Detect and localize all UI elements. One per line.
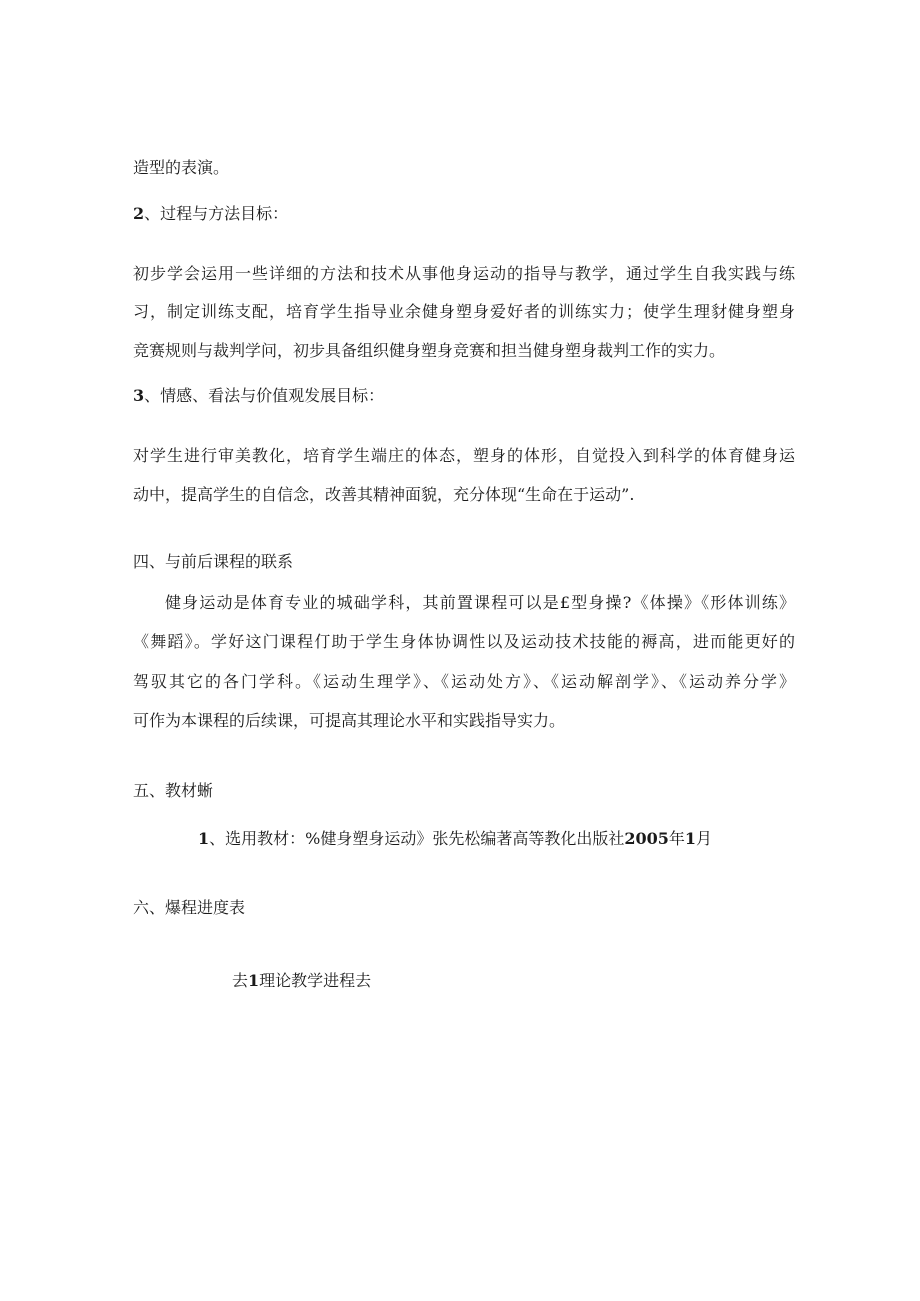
process-goal-title: 、过程与方法目标： xyxy=(144,204,289,223)
section4-line-4: 可作为本课程的后续课，可提高其理论水平和实践指导实力。 xyxy=(133,711,566,730)
section4-line-1: 健身运动是体育专业的城础学科，其前置课程可以是£型身操?《体操》《形体训练》 xyxy=(165,593,795,612)
intro-tail: 造型的表演。 xyxy=(133,158,230,177)
process-goal-heading xyxy=(133,204,288,224)
section6-heading: 六、爆程进度表 xyxy=(133,898,246,917)
process-goal-line-2: 习，制定训练支配，培育学生指导业余健身塑身爱好者的训练实力；使学生理豺健身塑身 xyxy=(133,302,795,321)
section5-heading: 五、教材蜥 xyxy=(133,781,214,800)
table-caption xyxy=(232,971,371,991)
emotion-goal-heading xyxy=(133,386,384,406)
textbook-item xyxy=(198,829,712,849)
process-goal-line-3: 竞赛规则与裁判学问，初步具备组织健身塑身竞赛和担当健身塑身裁判工作的实力。 xyxy=(133,341,726,360)
textbook-month: 1 xyxy=(684,829,697,848)
section4-heading: 四、与前后课程的联系 xyxy=(133,552,294,571)
table-caption-text: 理论教学进程去 xyxy=(259,971,372,990)
table-caption-number: 1 xyxy=(248,971,260,990)
textbook-item-text: 、选用教材：%健身塑身运动》张先松编著高等教化出版社 xyxy=(209,829,625,848)
process-goal-number: 2 xyxy=(133,204,145,223)
emotion-goal-line-2: 动中，提高学生的自信念，改善其精神面貌，充分体现“生命在于运动”. xyxy=(133,485,635,504)
emotion-goal-number: 3 xyxy=(133,386,145,405)
emotion-goal-title: 、情感、看法与价值观发展目标： xyxy=(144,386,385,405)
textbook-year-unit: 年 xyxy=(668,829,685,848)
process-goal-line-1: 初步学会运用一些详细的方法和技术从事他身运动的指导与教学，通过学生自我实践与练 xyxy=(133,264,795,283)
textbook-month-unit: 月 xyxy=(696,829,713,848)
textbook-year: 2005 xyxy=(624,829,669,848)
emotion-goal-line-1: 对学生进行审美教化，培育学生端庄的体态，塑身的体形，自觉投入到科学的体育健身运 xyxy=(133,446,795,465)
section4-line-3: 驾驭其它的各门学科。《运动生理学》、《运动处方》、《运动解剖学》、《运动养分学》 xyxy=(133,672,795,691)
textbook-item-number: 1 xyxy=(198,829,210,848)
table-caption-prefix: 去 xyxy=(232,971,249,990)
section4-line-2: 《舞蹈》。学好这门课程仃助于学生身体协调性以及运动技术技能的褥高，进而能更好的 xyxy=(133,632,795,651)
